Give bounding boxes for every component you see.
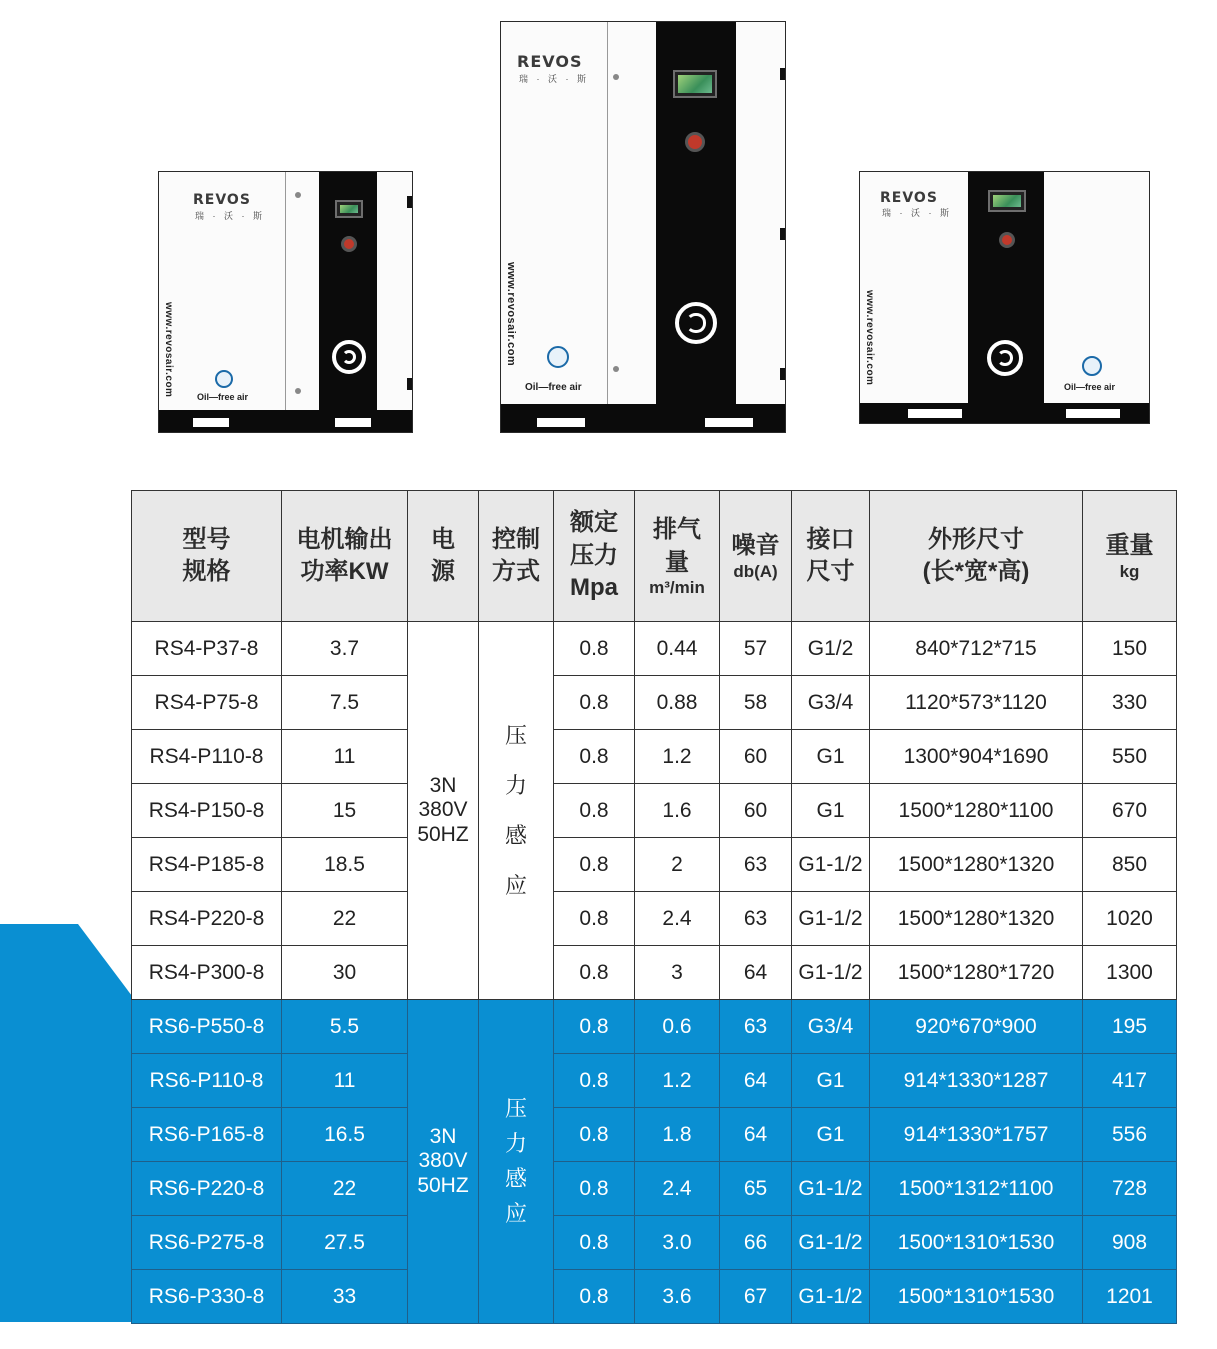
emergency-stop-icon [341,236,357,252]
cell-dimensions: 1500*1312*1100 [870,1162,1083,1216]
cell-weight: 1300 [1083,946,1177,1000]
cell-weight: 150 [1083,622,1177,676]
cell-kw: 11 [282,730,408,784]
header-pressure: 额定 压力 Mpa [554,491,635,622]
cell-kw: 22 [282,892,408,946]
swirl-logo-icon [987,340,1023,376]
certification-badge-icon [547,346,569,368]
oil-free-label: Oil—free air [1064,382,1116,392]
cell-dimensions: 840*712*715 [870,622,1083,676]
cell-port: G1/2 [792,622,870,676]
cell-noise: 66 [720,1216,792,1270]
rs6-series-group [132,1000,1177,1324]
cell-flow: 1.2 [635,1054,720,1108]
cell-kw: 5.5 [282,1000,408,1054]
cell-noise: 60 [720,784,792,838]
cell-model: RS6-P330-8 [132,1270,282,1324]
blue-accent-band [0,924,132,1322]
cell-flow: 1.6 [635,784,720,838]
cell-pressure: 0.8 [554,1054,635,1108]
cell-model: RS6-P220-8 [132,1162,282,1216]
table-row [132,892,1177,946]
door-latch-icon [295,388,301,394]
cell-weight: 908 [1083,1216,1177,1270]
cell-dimensions: 1500*1280*1320 [870,838,1083,892]
header-motor-power: 电机输出 功率KW [282,491,408,622]
cell-weight: 550 [1083,730,1177,784]
cell-port: G1-1/2 [792,1216,870,1270]
cell-weight: 556 [1083,1108,1177,1162]
cell-flow: 0.6 [635,1000,720,1054]
table-row [132,946,1177,1000]
oil-free-label: Oil—free air [525,382,582,393]
cell-model: RS6-P165-8 [132,1108,282,1162]
cell-port: G1 [792,784,870,838]
certification-badge-icon [215,370,233,388]
compressor-image-small [158,171,413,433]
cell-control-mode: 压 力 感 应 [479,1000,554,1324]
door-latch-icon [295,192,301,198]
swirl-logo-icon [332,340,366,374]
cell-port: G1 [792,1054,870,1108]
cell-dimensions: 1500*1280*1320 [870,892,1083,946]
header-noise: 噪音 db(A) [720,491,792,622]
cell-noise: 64 [720,1054,792,1108]
cell-noise: 64 [720,1108,792,1162]
cell-model: RS4-P37-8 [132,622,282,676]
cell-model: RS6-P275-8 [132,1216,282,1270]
cell-kw: 11 [282,1054,408,1108]
website-text: www.revosair.com [505,262,517,367]
cell-noise: 67 [720,1270,792,1324]
cell-port: G1 [792,730,870,784]
cell-model: RS4-P220-8 [132,892,282,946]
display-screen-icon [335,200,363,218]
cell-dimensions: 1500*1280*1100 [870,784,1083,838]
table-row [132,1108,1177,1162]
cell-model: RS6-P550-8 [132,1000,282,1054]
table-row [132,622,1177,676]
cell-weight: 670 [1083,784,1177,838]
cell-kw: 22 [282,1162,408,1216]
cell-pressure: 0.8 [554,946,635,1000]
cell-dimensions: 1500*1310*1530 [870,1270,1083,1324]
header-control-mode: 控制 方式 [479,491,554,622]
cell-weight: 330 [1083,676,1177,730]
cell-noise: 63 [720,1000,792,1054]
cell-port: G1-1/2 [792,1162,870,1216]
table-row [132,730,1177,784]
cell-noise: 65 [720,1162,792,1216]
cell-model: RS4-P185-8 [132,838,282,892]
cell-kw: 27.5 [282,1216,408,1270]
cell-pressure: 0.8 [554,730,635,784]
display-screen-icon [988,190,1026,212]
rs4-series-group [132,622,1177,1000]
oil-free-label: Oil—free air [197,392,249,402]
cell-flow: 1.8 [635,1108,720,1162]
cell-kw: 3.7 [282,622,408,676]
cell-dimensions: 1300*904*1690 [870,730,1083,784]
cell-dimensions: 914*1330*1757 [870,1108,1083,1162]
door-latch-icon [613,74,619,80]
table-row [132,1000,1177,1054]
cell-model: RS4-P75-8 [132,676,282,730]
certification-badge-icon [1082,356,1102,376]
website-text: www.revosair.com [864,290,875,386]
cell-kw: 16.5 [282,1108,408,1162]
header-power-supply: 电 源 [408,491,479,622]
cell-port: G1 [792,1108,870,1162]
cell-weight: 417 [1083,1054,1177,1108]
header-exhaust: 排气 量 m³/min [635,491,720,622]
table-row [132,1054,1177,1108]
display-screen-icon [673,70,717,98]
cell-flow: 2.4 [635,892,720,946]
cell-kw: 30 [282,946,408,1000]
cell-weight: 728 [1083,1162,1177,1216]
cell-power-supply: 3N 380V 50HZ [408,622,479,1000]
brand-logo: REVOS [193,192,251,208]
cell-port: G1-1/2 [792,946,870,1000]
cell-noise: 63 [720,838,792,892]
cell-model: RS4-P300-8 [132,946,282,1000]
cell-model: RS4-P110-8 [132,730,282,784]
table-row [132,838,1177,892]
compressor-image-tall [500,21,786,433]
cell-pressure: 0.8 [554,892,635,946]
cell-weight: 850 [1083,838,1177,892]
cell-model: RS6-P110-8 [132,1054,282,1108]
cell-dimensions: 1500*1280*1720 [870,946,1083,1000]
cell-pressure: 0.8 [554,676,635,730]
cell-control-mode: 压 力 感 应 [479,622,554,1000]
cell-pressure: 0.8 [554,622,635,676]
table-row [132,1270,1177,1324]
brand-logo-cn: 瑞 · 沃 · 斯 [519,74,589,84]
cell-pressure: 0.8 [554,1270,635,1324]
cell-weight: 1020 [1083,892,1177,946]
cell-flow: 1.2 [635,730,720,784]
door-latch-icon [613,366,619,372]
table-header-row [132,491,1177,622]
cell-kw: 15 [282,784,408,838]
emergency-stop-icon [999,232,1015,248]
cell-dimensions: 920*670*900 [870,1000,1083,1054]
header-dimensions: 外形尺寸 (长*宽*高) [870,491,1083,622]
cell-flow: 3.6 [635,1270,720,1324]
cell-pressure: 0.8 [554,838,635,892]
cell-weight: 1201 [1083,1270,1177,1324]
cell-pressure: 0.8 [554,1000,635,1054]
brand-logo-cn: 瑞 · 沃 · 斯 [195,211,265,221]
cell-flow: 2.4 [635,1162,720,1216]
cell-noise: 58 [720,676,792,730]
cell-noise: 63 [720,892,792,946]
cell-weight: 195 [1083,1000,1177,1054]
cell-flow: 3.0 [635,1216,720,1270]
brand-logo-cn: 瑞 · 沃 · 斯 [882,208,952,218]
compressor-image-wide [859,171,1150,424]
table-row [132,1216,1177,1270]
cell-pressure: 0.8 [554,784,635,838]
table-row [132,676,1177,730]
header-model: 型号 规格 [132,491,282,622]
cell-port: G1-1/2 [792,892,870,946]
header-port: 接口 尺寸 [792,491,870,622]
cell-dimensions: 914*1330*1287 [870,1054,1083,1108]
cell-noise: 60 [720,730,792,784]
cell-pressure: 0.8 [554,1162,635,1216]
cell-noise: 57 [720,622,792,676]
spec-table [131,490,1177,1324]
cell-power-supply: 3N 380V 50HZ [408,1000,479,1324]
table-row [132,784,1177,838]
cell-flow: 3 [635,946,720,1000]
cell-dimensions: 1120*573*1120 [870,676,1083,730]
table-row [132,1162,1177,1216]
brand-logo: REVOS [517,52,583,71]
cell-port: G3/4 [792,1000,870,1054]
cell-flow: 0.88 [635,676,720,730]
cell-pressure: 0.8 [554,1108,635,1162]
cell-kw: 18.5 [282,838,408,892]
cell-flow: 0.44 [635,622,720,676]
cell-flow: 2 [635,838,720,892]
cell-pressure: 0.8 [554,1216,635,1270]
cell-port: G1-1/2 [792,1270,870,1324]
cell-noise: 64 [720,946,792,1000]
cell-port: G3/4 [792,676,870,730]
emergency-stop-icon [685,132,705,152]
swirl-logo-icon [675,302,717,344]
header-weight: 重量 kg [1083,491,1177,622]
cell-kw: 7.5 [282,676,408,730]
cell-dimensions: 1500*1310*1530 [870,1216,1083,1270]
brand-logo: REVOS [880,190,938,206]
cell-kw: 33 [282,1270,408,1324]
cell-port: G1-1/2 [792,838,870,892]
website-text: www.revosair.com [163,302,174,398]
cell-model: RS4-P150-8 [132,784,282,838]
